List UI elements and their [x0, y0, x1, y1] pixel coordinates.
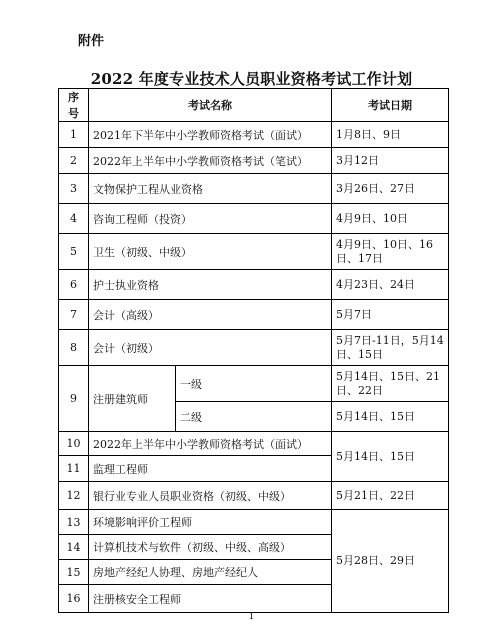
table-row — [59, 270, 449, 300]
page-number: 1 — [248, 612, 255, 622]
table-row — [59, 300, 449, 330]
row-exam: 计算机技术与软件（初级、中级、高级） — [89, 535, 332, 560]
row-date: 5月21日、22日 — [332, 482, 449, 510]
table-row — [59, 432, 449, 456]
row-exam: 2021年下半年中小学教师资格考试（面试） — [89, 122, 332, 148]
row-no: 1 — [59, 122, 89, 148]
row-date: 4月9日、10日、16日、17日 — [332, 234, 449, 270]
row-no: 3 — [59, 174, 89, 204]
row-date: 5月14日、15日 — [332, 402, 449, 432]
row-no: 15 — [59, 560, 89, 585]
table-row — [59, 234, 449, 270]
row-date: 5月7日 — [332, 300, 449, 330]
row-exam: 2022年上半年中小学教师资格考试（面试） — [89, 432, 332, 456]
document-title: 2022 年度专业技术人员职业资格考试工作计划 — [90, 70, 413, 88]
row-date: 3月26日、27日 — [332, 174, 449, 204]
table-row — [59, 330, 449, 366]
table-row — [59, 366, 449, 402]
table-row — [59, 204, 449, 234]
row-exam: 房地产经纪人协理、房地产经纪人 — [89, 560, 332, 585]
merged-date: 5月28日、29日 — [332, 510, 449, 613]
row-no: 11 — [59, 456, 89, 482]
row-date: 3月12日 — [332, 148, 449, 174]
header-no: 序号 — [59, 89, 89, 122]
row-exam: 文物保护工程从业资格 — [89, 174, 332, 204]
row-no: 6 — [59, 270, 89, 300]
row-exam: 会计（高级） — [89, 300, 332, 330]
row-exam: 环境影响评价工程师 — [89, 510, 332, 535]
table-row — [59, 174, 449, 204]
row-no: 2 — [59, 148, 89, 174]
row-date: 5月14日、15日、21日、22日 — [332, 366, 449, 402]
attachment-label: 附件 — [78, 34, 105, 49]
row-exam: 监理工程师 — [89, 456, 332, 482]
row-exam: 会计（初级） — [89, 330, 332, 366]
row-no: 8 — [59, 330, 89, 366]
table-row — [59, 510, 449, 535]
sub-level: 一级 — [176, 366, 332, 402]
row-date: 4月23日、24日 — [332, 270, 449, 300]
row-exam: 银行业专业人员职业资格（初级、中级） — [89, 482, 332, 510]
table-row — [59, 122, 449, 148]
table-header-row — [59, 89, 449, 122]
row-exam: 2022年上半年中小学教师资格考试（笔试） — [89, 148, 332, 174]
row-no: 7 — [59, 300, 89, 330]
row-no: 5 — [59, 234, 89, 270]
row-exam: 咨询工程师（投资） — [89, 204, 332, 234]
exam-schedule-table — [58, 88, 449, 613]
row-exam: 注册建筑师 — [89, 366, 176, 432]
row-no: 16 — [59, 585, 89, 613]
row-exam: 卫生（初级、中级） — [89, 234, 332, 270]
table-row — [59, 148, 449, 174]
row-no: 14 — [59, 535, 89, 560]
row-date: 5月7日-11日，5月14日、15日 — [332, 330, 449, 366]
row-exam: 护士执业资格 — [89, 270, 332, 300]
table-row — [59, 482, 449, 510]
merged-date: 5月14日、15日 — [332, 432, 449, 482]
row-no: 13 — [59, 510, 89, 535]
header-exam: 考试名称 — [89, 89, 332, 122]
row-no: 12 — [59, 482, 89, 510]
row-no: 9 — [59, 366, 89, 432]
row-no: 4 — [59, 204, 89, 234]
row-date: 4月9日、10日 — [332, 204, 449, 234]
sub-level: 二级 — [176, 402, 332, 432]
row-no: 10 — [59, 432, 89, 456]
row-exam: 注册核安全工程师 — [89, 585, 332, 613]
row-date: 1月8日、9日 — [332, 122, 449, 148]
header-date: 考试日期 — [332, 89, 449, 122]
